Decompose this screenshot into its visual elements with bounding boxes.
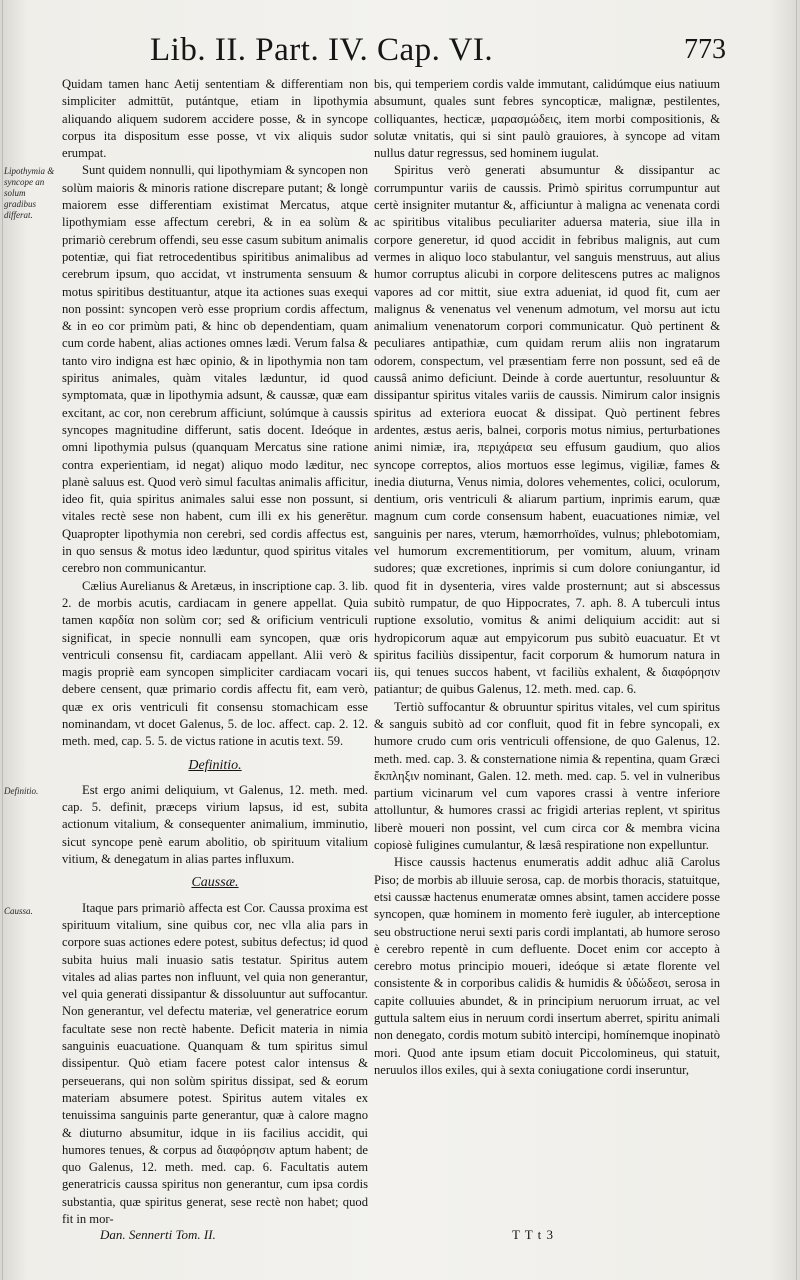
running-head: Lib. II. Part. IV. Cap. VI. (150, 32, 494, 68)
paragraph: Tertiò suffocantur & obruuntur spiritus vitales, vel cum spiritus & sanguis subitò ad cor confluit, quod fit in febre syncopali, ex humore crudo cum oris ventriculi offensione, de quo Galenus, 12. meth. med. cap. 3. & consternatione nimia & repentina, quam Græci ἔκπληξιν nominant, Galen. 12. meth. med. cap. 5. vel in vulneribus partium vicinarum vel cum vapores crassi à ventre inferiore attolluntur, & humores crassi ac frigidi arterias replent, vt spiritus liberè moueri non possint, vel cum circa cor & membra vicina copiosè fuligines cumulantur, & læsâ respiratione non expelluntur. (374, 699, 720, 853)
paragraph: Spiritus verò generati absumuntur & dissipantur ac corrumpuntur variis de caussis. Primò spiritus corrumpuntur aut certè insigniter mutantur &, afficiuntur à maligna ac venenata cordi ac spiritibus vitalibus peculiariter aduersa materia, siue illa in corpore generetur, id quod accidit in febribus malignis, aut cum vermes in aliquo loco stabulantur, vel sanguis menstruus, aut alius humor corruptus alicubi in corpore delitescens putres ac malignos vapores ad cor mittit, siue extra adueniat, id quod fit, cum aer malignus & venenatus vel venenum admotum, vel morsu aut ictu animalium venenatorum corpori communicatur. Quò pertinent & peculiares antipathiæ, cum quidam rerum aliis non ingratarum odorem, conspectum, vel præsentiam ferre non possunt, sed eâ de caussâ animo deficiunt. Deinde à corde auertuntur, resoluuntur & dissipantur spiritus vitales variis de caussis. Nimirum calor insignis spiritus ad exteriora euocat & dissipat. Quò pertinent febres ardentes, æstus aeris, balnei, corporis motus nimius, perturbationes animi nimiæ, ira, περιχάρεια seu effusum gaudium, quo alios syncope correptos, alios mortuos esse legimus, vigiliæ, fames & inedia diuturna, Venus nimia, dolores vehementes, colici, oculorum, dentium, oris ventriculi & aliarum partium, inprimis earum, quæ magnum cum corde consensum habent, euacuationes nimiæ, vel sanguinis per nares, vterum, hæmorrhoïdes, vulnus; phlebotomiam, vel humorum excrementitiorum, per vomitum, aluum, vrinam sudores; quæ excretiones, inprimis si cum dolore coniungantur, id quod fit in dysenteria, vires valde prosternunt; aut si abscessus subitò rumpatur, de quo Hippocrates, 7. aph. 8. A tuberculi intus ruptione exsolutio, vomitus & animi deliquium accidit: aut si hydropicorum aquæ aut empyicorum pus subitò euacuatur. Et vt spiritus faciliùs dissipentur, facit corporum & humorum natura in iis, qui tenues succos habent, vt faciliùs exhalent, & διαφόρησιν patiantur; de quibus Galenus, 12. meth. med. cap. 6. (374, 163, 720, 697)
signature-mark: T T t 3 (512, 1227, 555, 1242)
paragraph: Hisce caussis hactenus enumeratis addit adhuc aliã Carolus Piso; de morbis ab illuuie serosa, cap. de morbis thoracis, statuitque, etsi caussæ hactenus enumeratæ omnes absint, tamen accidere posse syncopen, quæ hominem in momento ferè iuguler, ab interceptione seu obstructione nerui sexti paris cordi implantati, ab humore seroso è cerebro repentè in cum defluente. Docet enim cor accepto à cerebro motus principio moueri, ideóque si ætate florente vel consistente & in corporibus calidis & humidis & ὑδώδεσι, serosa in capite colluuies abundet, & in principium neruorum irruat, ac vel guttula saltem eius in neruum cordi insertum aberret, spiritu animali non denegato, cordis motum subitò intercipi, homínemque inopinatò mori. Quod ante ipsum etiam docuit Piccolomineus, qui statuit, neruulos illos exiles, qui à sexta coniugatione cordi inseruntur, (374, 855, 720, 1077)
page-edge-left (2, 0, 3, 1280)
paragraph: Cælius Aurelianus & Aretæus, in inscriptione cap. 3. lib. 2. de morbis acutis, cardiacam in genere appellat. Quia tamen καρδία non solùm cor; sed & orificium ventriculi significat, in specie nonnulli eam syncopen, quæ oris ventriculi consensu fit, cardiacam appellant. Alii verò & magis propriè eam syncopen simpliciter cardiacam vocari debere censent, quæ primario cordis affectu fit, eam verò, quæ ex oris ventriculi fit consensu stomachicam esse nominandam, vt docet Galenus, 5. de loc. affect. cap. 2. 12. meth. med, cap. 5. 5. de victus ratione in acutis text. 59. (62, 578, 368, 749)
paragraph: bis, qui temperiem cordis valde immutant, calidúmque eius natiuum absumunt, quales sunt febres syncopticæ, malignæ, pestilentes, colliquantes, hecticæ, μαρασμώδεις, item morbi compositionis, & solutæ vnitatis, qui si sint paulò grauiores, à syncope ad vitam nullus datur regressus, sed hominem iugulat. (374, 77, 720, 161)
margin-note-lipothymia: Lipothymia & syncope an solum gradibus differat. (4, 166, 55, 220)
section-heading-caussae: Caussæ. (191, 875, 239, 891)
section-heading-definitio: Definitio. (188, 757, 242, 773)
paragraph: Itaque pars primariò affecta est Cor. Caussa proxima est spirituum vitalium, sine quibus cor, nec vlla alia pars in corpore suas actiones edere potest, subitus defectus; id quod subita huius mali inuasio satis testatur. Spiritus autem vitales ad alias partes non influunt, vel quia non generantur, vel quia generati dissipantur & dissoluuntur aut suffocantur. Non generantur, vel defectu materiæ, vel generatrice eorum facultate sese non rectè habente. Deficit materia in nimia sanguinis euacuatione. Quanquam & tum spiritus simul dissipentur. Quò etiam facere potest calor intensus & perseuerans, qui non solùm spiritus dissipat, sed & eorum materiam absumere potest. Spiritus autem vitales ex tenuissima sanguinis parte generantur, quæ à calore magno & diuturno absumitur, idque in iis facilius accidit, qui humores tenues, & corpus ad διαφόρησιν aptum habent; de quo Galenus, 12. meth. med. cap. 6. Facultatis autem generatricis caussa spiritus non generantur, cum ipsa cordis substantia, quæ spiritus generat, sese rectè non habet; quod fit in mor- (62, 900, 368, 1226)
right-column (374, 76, 720, 1226)
page-number: 773 (684, 34, 726, 65)
page-footer (0, 1227, 800, 1249)
paragraph: Sunt quidem nonnulli, qui lipothymiam & syncopen non solùm maioris & minoris ratione discrepare putant; & longè maiorem esse differentiam existimat Mercatus, atque lipothymiam esse affectum cerebri, & in ea solùm & primariò cerebrum offendi, seu esse casum subitum animalis potentiæ, qui fiat retrocedentibus spiritibus animalibus ad cerebrum ipsum, quo accidat, vt instrumenta sensuum & motus spiritibus destituantur, atque ita actiones suas exequi non possint: syncopen verò esse proprium cordis affectum, & in eo cor primùm pati, & hinc ob dependentiam, quam cum corde habent, alias actiones omnes lædi. Verum falsa & tanto viro indigna est hæc opinio, & in lipothymia non tam spiritus animales, quàm vitales læduntur, id quod symptomata, quæ in lipothymia adsunt, & caussæ, quæ eam excitant, ac cor, non cerebrum afficiunt, solúmque à caussis syncopes magnitudine differunt, satis docent. Ideóque in omni lipothymia pulsus (quanquam Mercatus sine ratione contra experientiam, id negat) aliquo modo læditur, nec planè saluus est. Quod verò simul facultas animalis afficitur, ideo fit, quia spiritus animales salui esse non possunt, si vitales rectè sese non habent, cum illi ex his generētur. Quapropter lipothymia non cerebri, sed cordis affectus est, in quo sensus & motus ideo læduntur, quod spiritus vitales cerebro non communicantur. (62, 163, 368, 576)
page-header (0, 30, 800, 74)
paragraph: Quidam tamen hanc Aetij sententiam & differentiam non simpliciter admittūt, putántque, etiam in lipothymia aliquando aliquem sudorem accidere posse, & in syncope corpus ita dispositum esse posse, vt vix aliquis sudor erumpat. (62, 77, 368, 161)
left-column (62, 76, 368, 1226)
margin-note-definitio: Definitio. (4, 786, 39, 796)
page-edge-right (796, 0, 797, 1280)
signature-line: Dan. Sennerti Tom. II. (100, 1227, 216, 1242)
margin-note-caussa: Caussa. (4, 906, 33, 916)
paragraph: Est ergo animi deliquium, vt Galenus, 12. meth. med. cap. 5. definit, præceps virium lapsus, id est, subita actionum vitalium, & consequenter animalium, imminutio, sicut syncope penè earum abolitio, ob spirituum vitalium vitium, & denegatum in alias partes influxum. (62, 782, 368, 867)
